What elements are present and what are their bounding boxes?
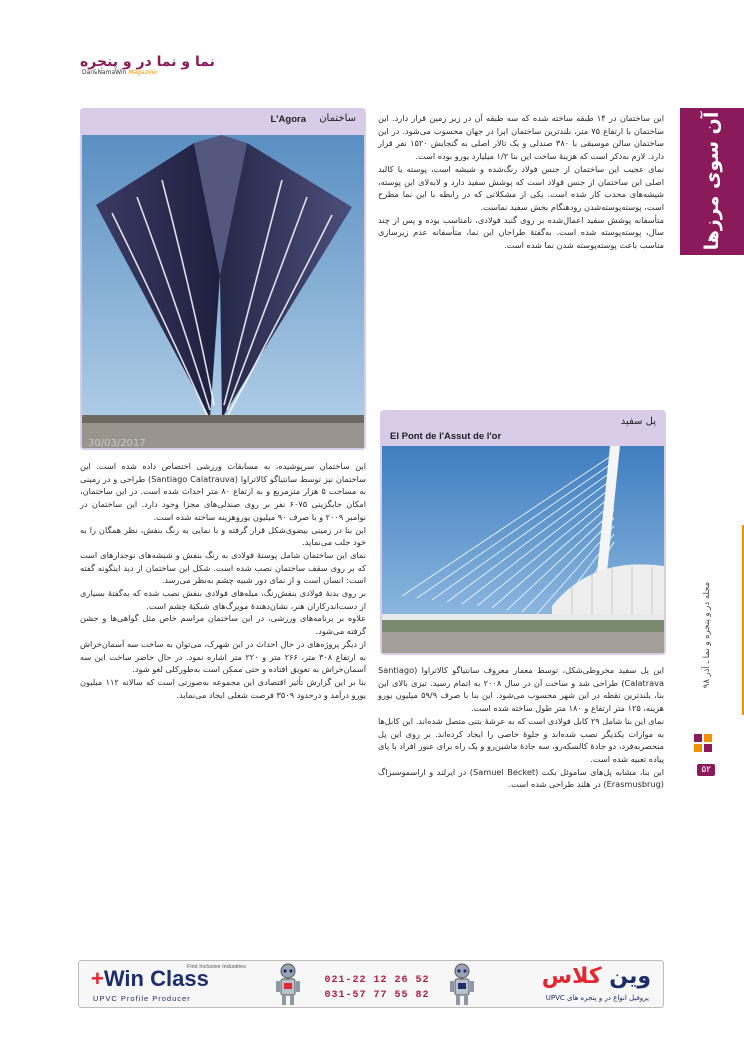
paragraph: بر روی بدنهٔ فولادی بنفش‌رنگ، میله‌های فولادی بنفش نصب شده که به‌گفتهٔ بسیاری از دست‌اندرکاران هنر، نشان‌دهندهٔ مویرگ‌های شبکیهٔ چشم است. [80,588,366,611]
brand-mark-icon [694,734,716,754]
phone-number: 031-57 77 55 82 [324,990,430,1001]
photo2-caption-en: El Pont de l'Assut de l'or [390,431,502,442]
paragraph: این بنا در زمینی بیضوی‌شکل قرار گرفته و با نمایی به رنگ بنفش، نظر همگان را به خود جلب می‌نماید. [80,524,366,548]
plus-icon: + [91,966,104,991]
paragraph: از دیگر پروژه‌های در حال احداث در این شهرک، می‌توان به ساخت سه آسمان‌خراش به ارتفاع ۳۰۸ متر، ۲۶۶ متر و ۲۲۰ متر اشاره نمود. در حال حاضر ساخت این سه آسمان‌خراش به تعویق افتاده و حتی ممکن است به‌طورکلی لغو شود. [80,638,366,675]
win-class-tagline: First Inclusive Industries [187,964,246,970]
paragraph: نمای این بنا شامل ۲۹ کابل فولادی است که به عرشهٔ بتنی متصل شده‌اند. این کابل‌ها به موازات یکدیگر نصب شده‌اند و جلوهٔ خاصی را ایجاد کرده‌اند. بر روی این پل منحصربه‌فرد، دو جادهٔ کالسکه‌رو، سه جادهٔ ماشین‌رو و یک راه برای عبور افراد با پای پیاده تعبیه شده است. [378,715,664,764]
logo-persian-text: نما و نما در و پنجره [80,54,215,70]
paragraph: این ساختمان سرپوشیده، به مسابقات ورزشی اختصاص داده شده است. این ساختمان نیز توسط سانتیاگو کالاتراوا (Santiago Calatrauva) طراحی و در زمینی به مساحت ۵ هزار مترمربع و به ارتفاع ۸۰ متر احداث شده است. در این ساختمان، امکان جایگزینی ۶۰۷۵ نفر بر روی صندلی‌های مجزا وجود دارد. این ساختمان در نوامبر ۲۰۰۹ و با صرف ۹۰ میلیون یوروهزینه ساخته شده است. [80,461,367,522]
photo1-caption-en: L'Agora [270,114,306,125]
contact-phones [317,973,437,1003]
article-column-right-bottom [378,664,664,934]
phone-number: 021-22 12 26 52 [324,975,430,986]
issue-info-label: مجله در و پنجره و نما ـ آذر ۹۸ [702,581,712,689]
paragraph: نمای عجیب این ساختمان از جنس فولاد رنگ‌شده و شیشه است، پوسته یا کالبد اصلی این ساختمان از جنس فولاد است که پوشش سفید دارد و لابه‌لای این پوسته، شیشه‌های محدب کار شده است. یکی از مشکلاتی که در رابطه با این نما مطرح است، پوسته‌پوسته‌شدن زودهنگام بخش سفید نماست. [378,163,664,212]
section-title: آن سوی مرزها [701,111,723,251]
win-class-logo-fa [542,964,651,989]
article-column-left [80,460,366,940]
brand-word-b: کلاس [541,964,602,989]
footer-advertisement[interactable] [78,960,664,1008]
paragraph: متأسفانه پوشش سفید اعمال‌شده بر روی گنبد فولادی، نامناسب بوده و پس از چند سال، پوسته‌پوسته شده است. به‌گفتهٔ طراحان این نما، متأسفانه عدم زیرسازی مناسب باعث پوسته‌پوسته شدن نما شده است. [378,214,664,251]
paragraph: علاوه بر برنامه‌های ورزشی، در این ساختمان مراسم خاص مثل گواهی‌ها و جشن گرفته می‌شود. [80,613,366,637]
photo1-image [82,135,364,448]
robot-mascot-icon [449,963,475,1007]
photo1-caption-fa: ساختمان [319,113,356,124]
win-class-subtitle-fa: پروفیل انواع در و پنجره های UPVC [545,994,649,1002]
win-class-brand: Win Class [103,966,209,991]
issue-info [700,545,714,725]
logo-magazine-word: Magazine [128,69,157,76]
magazine-logo [80,54,215,76]
logo-english-text [82,69,157,76]
paragraph: این ساختمان در ۱۴ طبقه ساخته شده که سه طبقه آن در زیر زمین قرار دارد. این ساختمان با ارتفاع ۷۵ متر، بلندترین ساختمان اپرا در جهان محسوب می‌شود. در این ساختمان سالن موسیقی با ۳۸۰ صندلی و یک تالار اصلی به گنجایش ۱۵۲۰ نفر قرار دارد. لازم به‌ذکر است که هزینهٔ ساخت این بنا ۱/۲ میلیارد یورو بوده است. [378,113,664,162]
robot-mascot-icon [275,963,301,1007]
section-tab [680,108,744,255]
brand-word-a: وین [609,964,651,989]
article-column-right-top [378,112,664,402]
paragraph: این بنا، مشابه پل‌های ساموئل بکت (Samuel Becket) در ایرلند و اراسموسبراگ (Erasmusbrug) در هلند طراحی شده است. [378,766,664,790]
photo2-frame [380,410,666,655]
paragraph: این پل سفید مخروطی‌شکل، توسط معمار معروف سانتیاگو کالاتراوا (Santiago Calatrava) طراحی شد و ساخت آن در سال ۲۰۰۸ به اتمام رسید. تیزی بالای این بنا، بلندترین نقطه در این شهر محسوب می‌شود. این بنا با صرف ۵۹/۹ میلیون یورو هزینه، ۱۲۵ متر ارتفاع و ۱۸۰ متر طول ساخته شده است. [378,665,664,714]
photo2-caption-fa: پل سفید [620,416,656,427]
photo1-date-stamp: 30/03/2017 [88,438,146,449]
win-class-subtitle: UPVC Profile Producer [93,994,191,1003]
photo2-image [382,446,664,653]
logo-brand: Dar&NamaWin [82,69,127,76]
paragraph: بنا بر این گزارش تأثیر اقتصادی این مجموعه به‌صورتی است که سالانه ۱۱۲ میلیون یورو درآمد و درحدود ۳۵۰۹ فرصت شغلی ایجاد می‌نماید. [80,676,366,700]
page-number: ۵۲ [697,764,715,776]
photo1-frame [80,108,366,450]
paragraph: نمای این ساختمان شامل پوستهٔ فولادی به رنگ بنفش و شیشه‌های نوجدارهای است که بر روی سقف ساختمان نصب شده است. شکل این ساختمان از دید اینگونه گفته است: انسان است و از نمای دور شبیه چشم به‌نظر می‌رسد. [80,549,366,586]
